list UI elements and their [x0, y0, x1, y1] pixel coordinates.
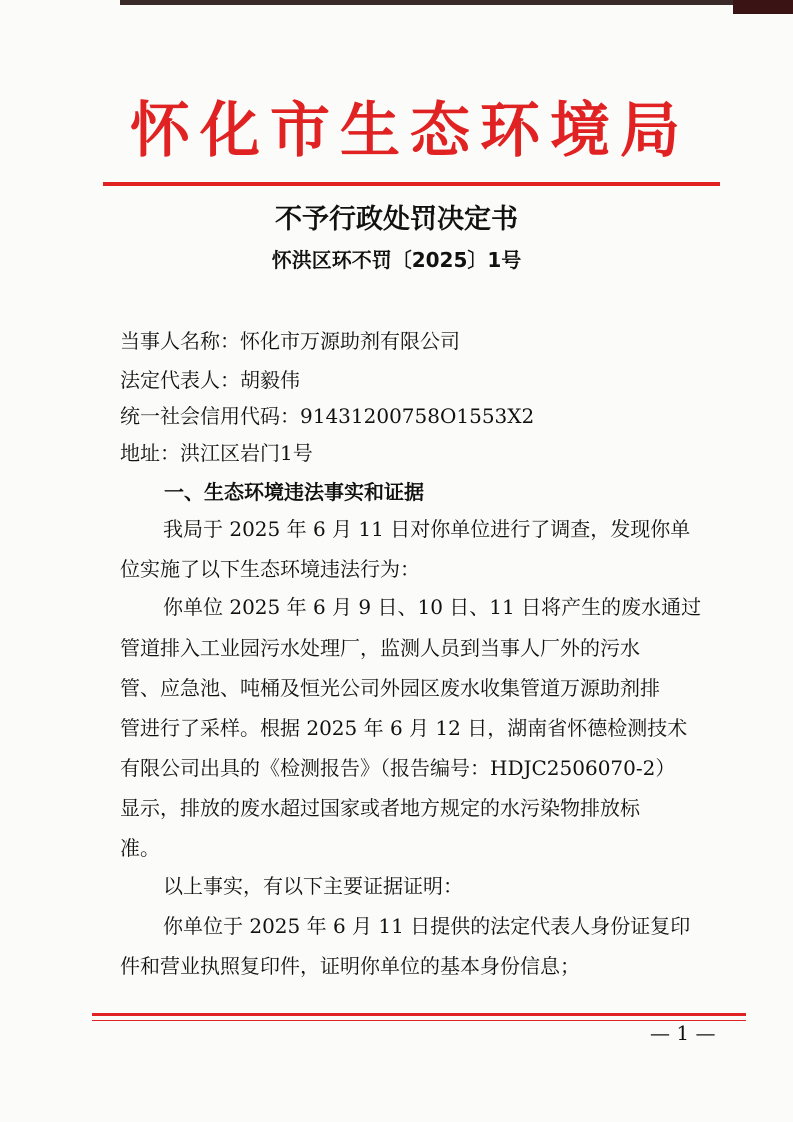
footer-red-rule — [92, 1013, 746, 1016]
document-title: 不予行政处罚决定书 — [275, 204, 518, 235]
party-name-value: 怀化市万源助剂有限公司 — [240, 329, 460, 353]
agency-masthead: 怀化市生态环境局 — [130, 96, 690, 166]
page-number: — 1 — — [650, 1021, 716, 1045]
body-line: 管道排入工业园污水处理厂，监测人员到当事人厂外的污水 — [120, 636, 640, 660]
body-line: 我局于 2025 年 6 月 11 日对你单位进行了调查，发现你单 — [163, 517, 691, 541]
body-line: 件和营业执照复印件，证明你单位的基本身份信息； — [120, 954, 580, 978]
address-label: 地址： — [120, 441, 180, 465]
body-line: 位实施了以下生态环境违法行为： — [120, 557, 420, 581]
legal-rep-line — [120, 365, 300, 395]
body-line: 你单位 2025 年 6 月 9 日、10 日、11 日将产生的废水通过 — [163, 595, 702, 619]
credit-code-value: 91431200758O1553X2 — [300, 404, 535, 428]
section-heading: 一、生态环境违法事实和证据 — [164, 480, 424, 504]
body-line: 以上事实，有以下主要证据证明： — [163, 874, 463, 898]
credit-code-line — [120, 401, 534, 431]
credit-code-label: 统一社会信用代码： — [120, 404, 300, 428]
page-top-edge — [120, 0, 760, 5]
body-line: 显示，排放的废水超过国家或者地方规定的水污染物排放标 — [120, 796, 640, 820]
body-line: 有限公司出具的《检测报告》（报告编号：HDJC2506070-2） — [120, 756, 676, 780]
address-line — [120, 438, 313, 468]
page-corner-shadow — [733, 0, 793, 14]
address-value: 洪江区岩门1号 — [180, 441, 313, 465]
footer-red-rule-thin — [92, 1020, 746, 1021]
legal-rep-value: 胡毅伟 — [240, 368, 300, 392]
body-line: 管进行了采样。根据 2025 年 6 月 12 日，湖南省怀德检测技术 — [120, 716, 688, 740]
party-name-line — [120, 326, 460, 356]
party-name-label: 当事人名称： — [120, 329, 240, 353]
legal-rep-label: 法定代表人： — [120, 368, 240, 392]
document-number: 怀洪区环不罚〔2025〕1号 — [271, 248, 522, 272]
body-line: 准。 — [120, 836, 160, 860]
body-line: 你单位于 2025 年 6 月 11 日提供的法定代表人身份证复印 — [163, 914, 691, 938]
body-line: 管、应急池、吨桶及恒光公司外园区废水收集管道万源助剂排 — [120, 676, 660, 700]
masthead-red-rule — [103, 182, 720, 186]
